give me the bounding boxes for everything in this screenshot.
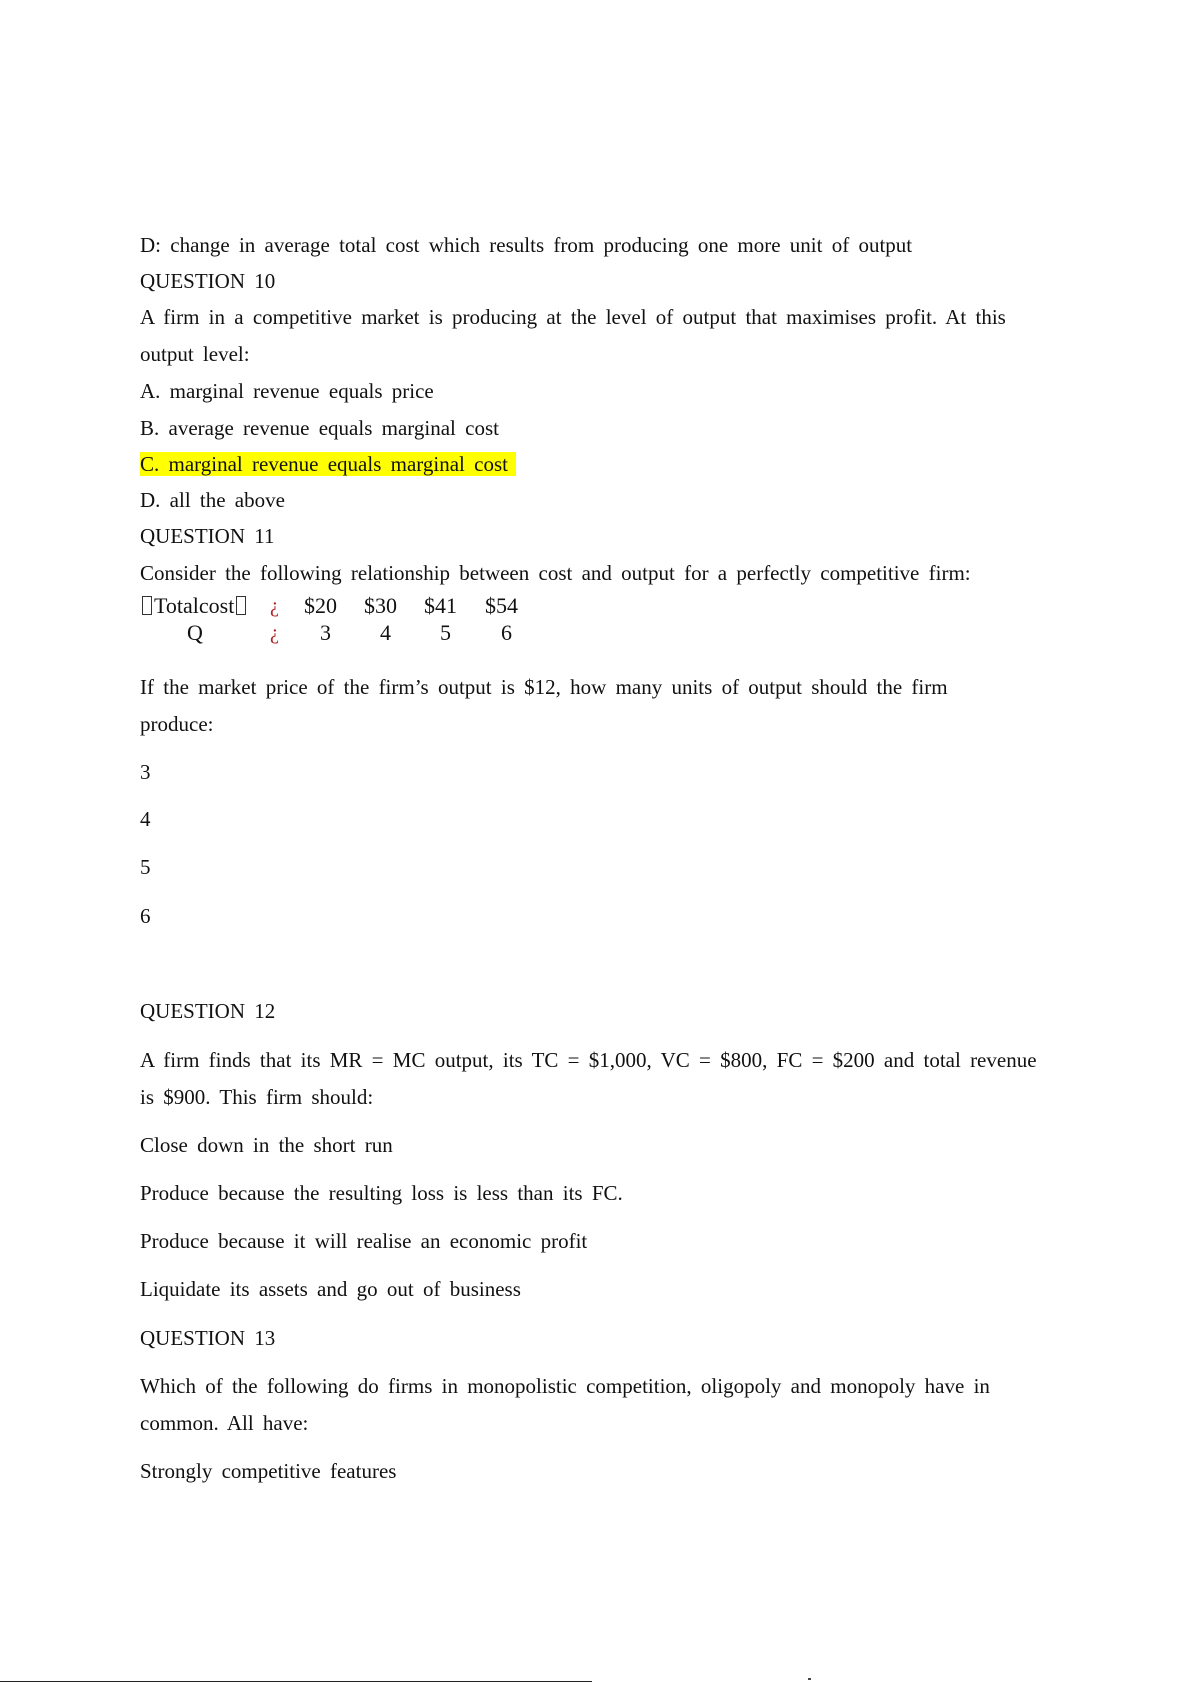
question-11-option-4: 6 [140,904,151,928]
q9-option-d: D: change in average total cost which results from producing one more unit of output [140,233,913,257]
question-10-option-d: D. all the above [140,488,285,512]
question-12-option-1: Close down in the short run [140,1133,393,1157]
table-quantity-cell: 6 [501,620,512,645]
table-quantity-cell: 4 [380,620,391,645]
question-12-text-line-1: A firm finds that its MR = MC output, its TC = $1,000, VC = $800, FC = $200 and total revenue [140,1048,1037,1072]
missing-glyph-icon [236,596,246,615]
question-10-title: QUESTION 10 [140,269,276,293]
question-10-option-c-highlighted [140,450,516,478]
total-cost-row-label: Totalcost [140,593,248,619]
question-11-ask-line-2: produce: [140,712,214,736]
table-cost-cell: $41 [424,593,457,618]
page-mark [808,1678,811,1680]
table-separator: ¿ [270,622,279,644]
table-separator: ¿ [270,595,279,617]
question-10-option-a: A. marginal revenue equals price [140,379,434,403]
table-cost-cell: $54 [485,593,518,618]
question-13-text-line-2: common. All have: [140,1411,309,1435]
question-11-title: QUESTION 11 [140,524,275,548]
question-13-title: QUESTION 13 [140,1326,276,1350]
table-quantity-cell: 5 [440,620,451,645]
question-11-text: Consider the following relationship between cost and output for a perfectly competitive firm: [140,561,971,585]
table-cost-cell: $20 [304,593,337,618]
question-10-option-b: B. average revenue equals marginal cost [140,416,499,440]
question-11-option-1: 3 [140,760,151,784]
question-12-option-3: Produce because it will realise an economic profit [140,1229,588,1253]
question-12-text-line-2: is $900. This firm should: [140,1085,374,1109]
question-11-ask-line-1: If the market price of the firm’s output is $12, how many units of output should the firm [140,675,948,699]
missing-glyph-icon [142,596,152,615]
table-cost-cell: $30 [364,593,397,618]
question-11-option-2: 4 [140,807,151,831]
table-quantity-cell: 3 [320,620,331,645]
question-12-option-2: Produce because the resulting loss is less than its FC. [140,1181,623,1205]
question-12-option-4: Liquidate its assets and go out of business [140,1277,521,1301]
question-11-option-3: 5 [140,855,151,879]
question-13-option-1: Strongly competitive features [140,1459,397,1483]
question-13-text-line-1: Which of the following do firms in monopolistic competition, oligopoly and monopoly have in [140,1374,990,1398]
question-12-title: QUESTION 12 [140,999,276,1023]
highlighted-answer: C. marginal revenue equals marginal cost [140,452,516,476]
question-10-text-line-1: A firm in a competitive market is producing at the level of output that maximises profit. At this [140,305,1006,329]
footnote-divider [0,1681,592,1682]
question-10-text-line-2: output level: [140,342,250,366]
quantity-row-label: Q [187,620,203,645]
